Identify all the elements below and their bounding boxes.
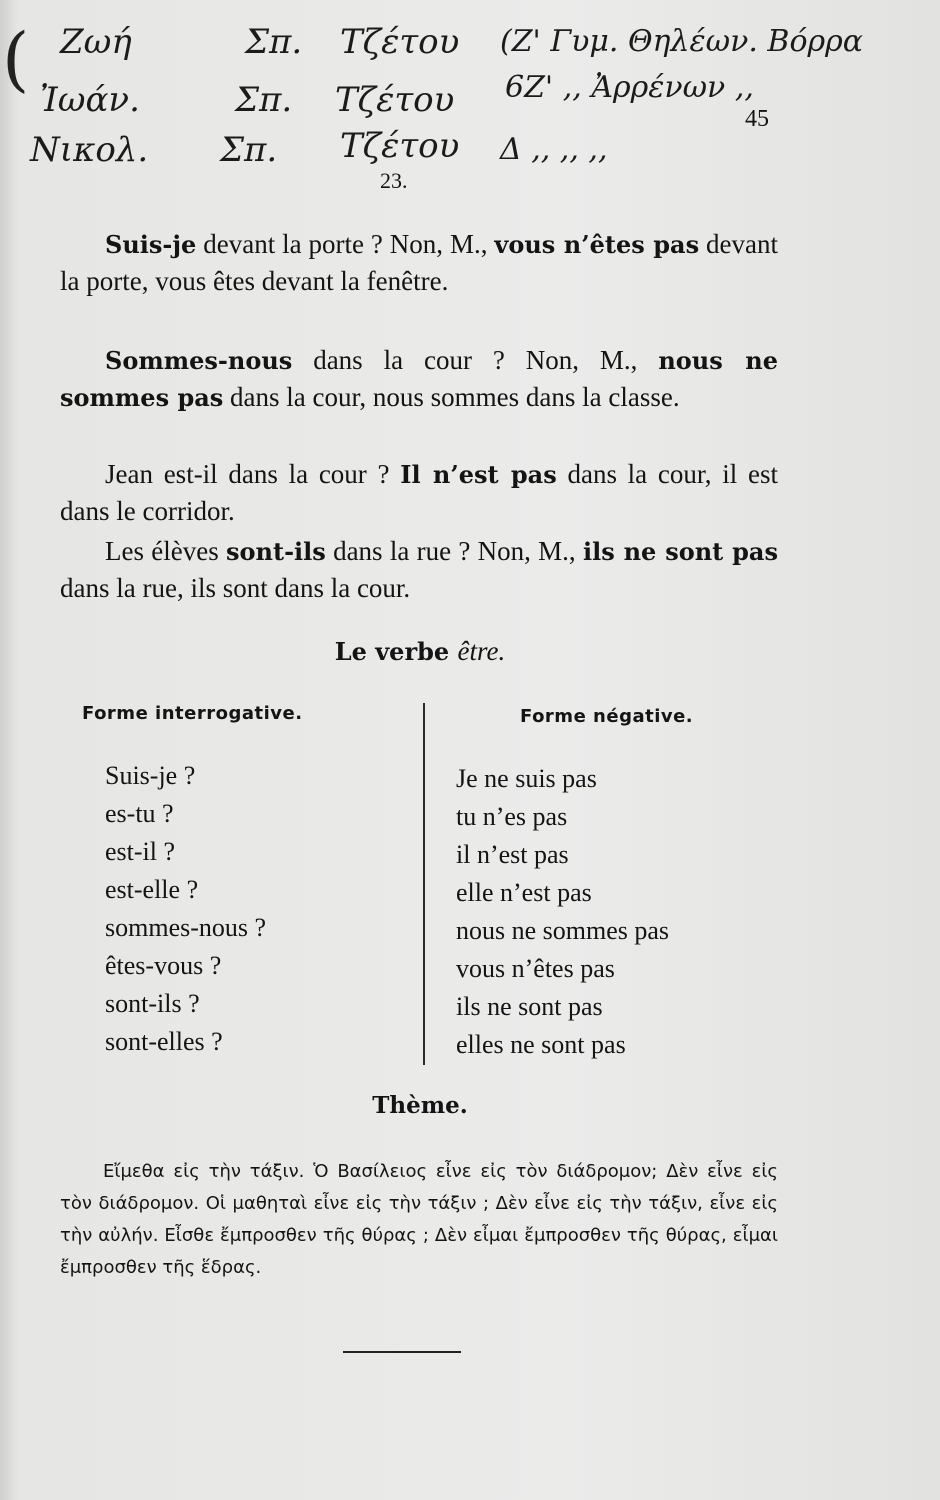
text-run: dans la cour, il est dans le corridor. (60, 459, 778, 526)
interrogative-item: sont-elles ? (105, 1027, 223, 1056)
left-bracket: ( (2, 18, 30, 100)
hand-name-2: Ἰωάν. (40, 80, 140, 120)
column-divider (423, 703, 425, 1065)
theme-text: Εἴμεθα εἰς τὴν τάξιν. Ὁ Βασίλειος εἶνε εἰς τὸν διάδρομον; Δὲν εἶνε εἰς τὸν διάδρομον. Οἱ μαθηταὶ εἶνε εἰς τὴν τάξιν ; Δὲν εἶνε εἰς τὴν τάξιν, εἶνε εἰς τὴν αὐλήν. Εἶσθε ἔμπροσθεν τῆς θύρας ; Δὲν εἶμαι ἔμπροσθεν τῆς θύρας, εἶμαι ἔμπροσθεν τῆς ἕδρας. (60, 1161, 778, 1278)
bold-phrase: Il n’est pas (400, 460, 557, 489)
text-run: devant la porte ? Non, M., (196, 229, 495, 259)
text-run: devant la porte, vous êtes devant la fenêtre. (60, 229, 778, 296)
interrogative-header: Forme interrogative. (82, 703, 303, 724)
negative-item: tu n’es pas (456, 802, 568, 831)
paragraph-3 (60, 456, 778, 530)
closing-rule (343, 1351, 461, 1353)
verb-heading-label: Le verbe (334, 637, 450, 666)
bold-phrase: Sommes-nous (105, 346, 293, 375)
hand-note-1: (Ζ' Γυμ. Θηλέων. Βόρρα (500, 24, 864, 59)
interrogative-item: Suis-je ? (105, 761, 196, 790)
hand-name-1: Ζωή (60, 22, 132, 62)
hand-teacher-2: Τζέτου (335, 80, 455, 120)
interrogative-list (105, 757, 266, 1061)
bold-phrase: nous ne sommes pas (60, 346, 778, 412)
negative-item: ils ne sont pas (456, 992, 603, 1021)
hand-mark-2: Σπ. (235, 80, 293, 120)
text-run: Jean est-il dans la cour ? (105, 459, 401, 489)
verb-heading-verb: être. (457, 636, 506, 666)
negative-item: elle n’est pas (456, 878, 592, 907)
hand-mark-3: Σπ. (220, 130, 278, 170)
interrogative-item: es-tu ? (105, 799, 174, 828)
negative-item: il n’est pas (456, 840, 569, 869)
interrogative-item: est-elle ? (105, 875, 199, 904)
text-run: dans la rue ? Non, M., (325, 536, 583, 566)
interrogative-item: sont-ils ? (105, 989, 200, 1018)
hand-note-3: Δ ,, ,, ,, (500, 132, 608, 167)
text-run: dans la cour ? Non, M., (292, 345, 659, 375)
text-run: dans la cour, nous sommes dans la classe. (223, 382, 680, 412)
page-number: 45 (745, 106, 769, 132)
text-run: Les élèves (105, 536, 227, 566)
verb-heading (0, 636, 840, 667)
negative-list (456, 760, 669, 1064)
paragraph-1 (60, 226, 778, 300)
negative-item: nous ne sommes pas (456, 916, 670, 945)
bold-phrase: ils ne sont pas (582, 537, 778, 566)
negative-item: vous n’êtes pas (456, 954, 615, 983)
text-run: dans la rue, ils sont dans la cour. (60, 573, 411, 603)
negative-header: Forme négative. (520, 706, 694, 727)
hand-note-2: 6Ζ' ,, Ἀρρένων ,, (505, 70, 754, 105)
interrogative-item: est-il ? (105, 837, 176, 866)
bold-phrase: vous n’êtes pas (494, 230, 700, 259)
bold-phrase: Suis-je (105, 230, 197, 259)
paragraph-2 (60, 342, 778, 416)
negative-item: elles ne sont pas (456, 1030, 626, 1059)
theme-title: Thème. (372, 1092, 468, 1119)
hand-name-3: Νικολ. (30, 130, 149, 170)
lesson-number: 23. (380, 168, 408, 193)
hand-teacher-1: Τζέτου (340, 22, 460, 62)
negative-item: Je ne suis pas (456, 764, 597, 793)
paragraph-4 (60, 533, 778, 607)
hand-teacher-3: Τζέτου (340, 126, 460, 166)
bold-phrase: sont-ils (226, 537, 326, 566)
interrogative-item: sommes-nous ? (105, 913, 267, 942)
interrogative-item: êtes-vous ? (105, 951, 222, 980)
hand-mark-1: Σπ. (245, 22, 303, 62)
